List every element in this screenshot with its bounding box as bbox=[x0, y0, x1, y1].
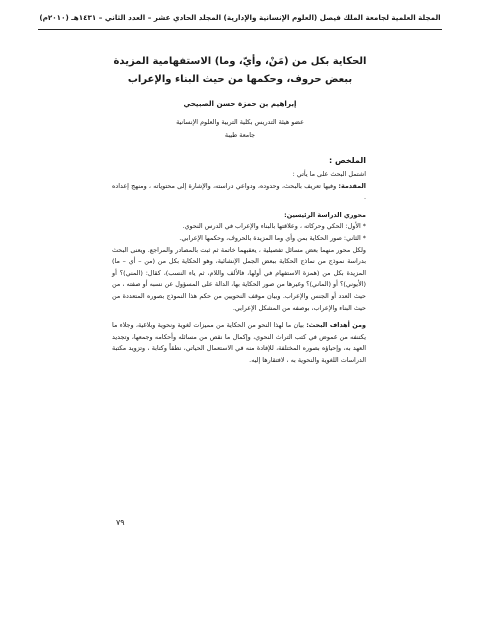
paper-title-line1: الحكاية بكل من (مَنْ، وأيّ، وما) الاستفهامية المزيدة bbox=[113, 56, 367, 67]
header-rule bbox=[38, 29, 442, 30]
aims-text: بيان ما لهذا النحو من الحكاية من مميزات لغوية ونحوية وبلاغية، وجلاء ما يكتنفه من غموض في كتب التراث النحوي، وإكمال ما نقص من مسائله وأحكامه وجمعها، وتجديد العهد به، وإحياؤه بصوره المختلفة، للإفادة منه في الاستعمال الحياتي، نطقاً وكتابة ، وتزويد مكتبة الدراسات اللغوية والنحوية به ، لافتقارها إليه. bbox=[112, 321, 366, 364]
author-name: إبراهيم بن حمزة حسن الصبيحي bbox=[183, 99, 297, 108]
abstract-intro: اشتمل البحث على ما يأتي : bbox=[292, 170, 366, 178]
study-axis-2: * الثاني: صور الحكاية بمن وأي وما المزيدة بالحروف، وحكمها الإعرابي. bbox=[179, 233, 366, 242]
study-axis-1: * الأول: الحكي وحركاته ، وعلاقتها بالبناء والإعراب في الدرس النحوي. bbox=[182, 222, 366, 231]
abstract-heading: الملخص : bbox=[328, 156, 366, 165]
body-paragraph: ولكل محور منهما بعض مسائل تفصيلية ، يعقبهما خاتمة ثم ثبت بالمصادر والمراجع. ويعنى البحث بدراسة نموذج من نماذج الحكاية ببعض الجمل الإنشائية، وهو الحكاية بكل من (من – أي – ما) المزيدة بكل من (همزة الاستفهام في أولها، فالألف واللام، ثم ياء النسب)، كقال: (المني)؟ أو (الأيوني)؟ أو (الماني)؟ وغيرها من صور الحكاية بها، الدالة على المسؤول عن نسبه أو صفته ، من حيث العدد أو الجنس والإعراب. وبيان موقف النحويين من حكم هذا النموذج بصوره المتعددة من حيث البناء والإعراب، بوصفه من المشكل الإعرابي. bbox=[112, 245, 366, 312]
intro-section-label: المقدمة: bbox=[338, 181, 366, 190]
author-affiliation: عضو هيئة التدريس بكلية التربية والعلوم الإنسانية bbox=[176, 118, 304, 126]
author-university: جامعة طيبة bbox=[224, 131, 256, 139]
intro-section-text: وفيها تعريف بالبحث، وحدوده، ودواعي دراسته، والإشارة إلى محتوياته ، ومنهج إعداده . bbox=[112, 181, 366, 202]
aims-label: ومن أهداف البحث: bbox=[306, 321, 366, 330]
running-header: المجلة العلمية لجامعة الملك فيصل (العلوم الإنسانية والإدارية) المجلد الحادي عشر – العدد الثاني – ١٤٣١هـ (٢٠١٠م) bbox=[39, 13, 441, 22]
intro-section bbox=[112, 181, 366, 204]
abstract-body bbox=[112, 169, 366, 367]
aims-paragraph bbox=[112, 320, 366, 366]
page-number: ٧٩ bbox=[116, 518, 125, 527]
study-axes-heading: محوري الدراسة الرئيسين: bbox=[284, 210, 366, 219]
paper-title-line2: ببعض حروف، وحكمها من حيث البناء والإعراب bbox=[127, 74, 353, 85]
